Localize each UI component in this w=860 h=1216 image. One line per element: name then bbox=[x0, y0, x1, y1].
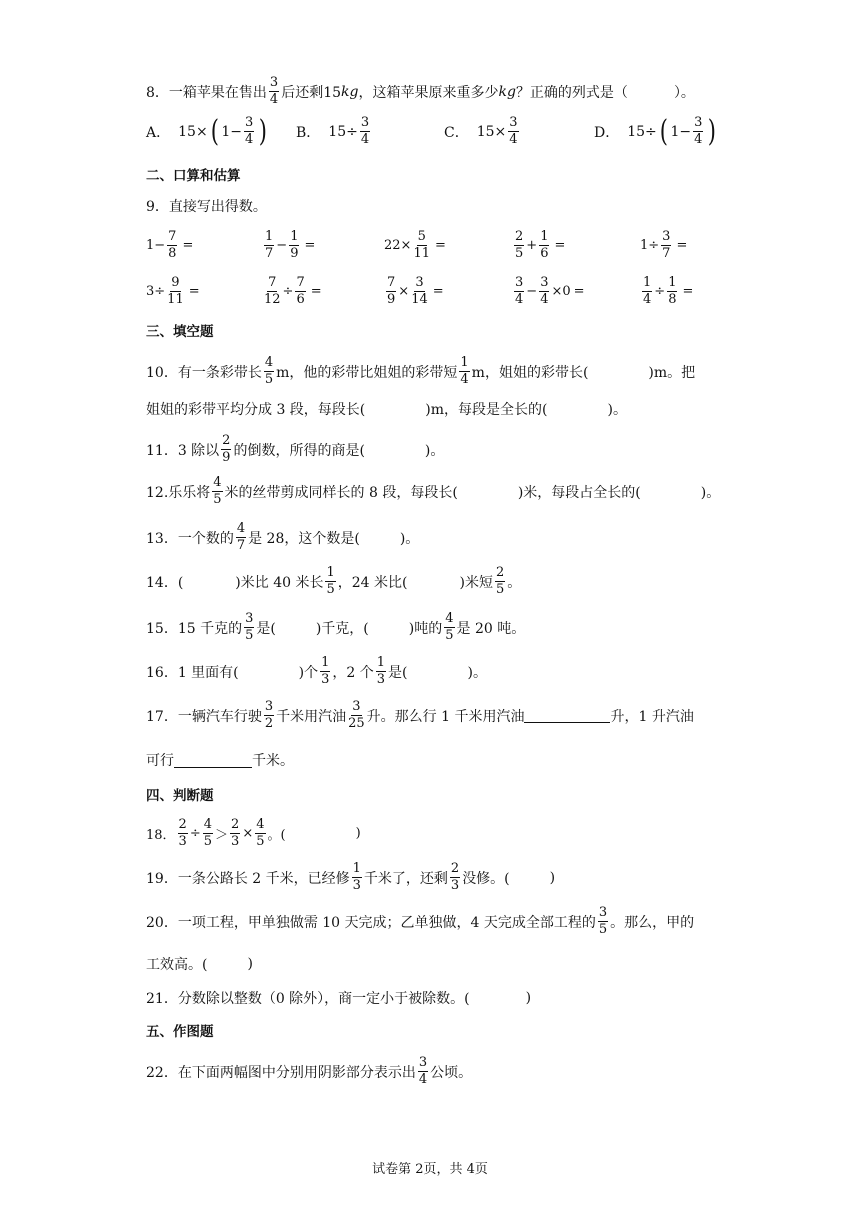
question-8: 8． 一箱苹果在售出 $\frac{3}{4}$ 后还剩15 kg ，这箱苹果原来重多少 kg ？正确的列式是（ ）。 bbox=[146, 75, 695, 107]
question-14: 14．( )米比 40 米长 $\frac{1}{5}$ ，24 米比( )米短 $\frac{2}{5}$ 。 bbox=[146, 565, 522, 597]
fraction: $\frac{7}{9}$ bbox=[387, 275, 396, 307]
fraction: $\frac{7}{8}$ bbox=[168, 229, 177, 261]
fraction: $\frac{2}{5}$ bbox=[515, 229, 524, 261]
fraction: $\frac{1}{6}$ bbox=[540, 229, 549, 261]
arithmetic-item: 3÷ $\frac{9}{11}$ = bbox=[146, 275, 200, 307]
arithmetic-item: $\frac{1}{4}$ ÷ $\frac{1}{8}$ = bbox=[643, 275, 694, 307]
option-a: A． 15× ( 1− $\frac{3}{4}$ ) bbox=[146, 113, 268, 149]
arithmetic-item: $\frac{7}{12}$ ÷ $\frac{7}{6}$ = bbox=[264, 275, 322, 307]
section-heading: 五、作图题 bbox=[146, 1024, 214, 1040]
question-13: 13．一个数的 $\frac{4}{7}$ 是 28，这个数是( )。 bbox=[146, 521, 420, 553]
section-heading: 二、口算和估算 bbox=[146, 168, 241, 184]
question-19: 19．一条公路长 2 千米，已经修 $\frac{1}{3}$ 千米了，还剩 $\frac{2}{3}$ 没修。( ) bbox=[146, 861, 556, 893]
section-heading: 四、判断题 bbox=[146, 788, 214, 804]
fraction: $\frac{3}{7}$ bbox=[662, 229, 671, 261]
arithmetic-item: $\frac{2}{5}$ + $\frac{1}{6}$ = bbox=[515, 229, 566, 261]
question-11: 11．3 除以 $\frac{2}{9}$ 的倒数，所得的商是( )。 bbox=[146, 433, 445, 465]
question-15: 15．15 千克的 $\frac{3}{5}$ 是( )千克，( )吨的 $\frac{4}{5}$ 是 20 吨。 bbox=[146, 611, 526, 643]
fraction: $\frac{9}{11}$ bbox=[167, 275, 184, 307]
arithmetic-item: 22× $\frac{5}{11}$ = bbox=[384, 229, 446, 261]
question-12: 12.乐乐将 $\frac{4}{5}$ 米的丝带剪成同样长的 8 段，每段长( )米，每段占全长的( )。 bbox=[146, 475, 721, 507]
fraction: $\frac{5}{11}$ bbox=[413, 229, 430, 261]
fraction: $\frac{1}{8}$ bbox=[668, 275, 677, 307]
fraction: $\frac{1}{7}$ bbox=[265, 229, 274, 261]
question-17: 17．一辆汽车行驶 $\frac{3}{2}$ 千米用汽油 $\frac{3}{25}$ 升。那么行 1 千米用汽油 升，1 升汽油 bbox=[146, 699, 694, 731]
answer-blank bbox=[524, 708, 610, 723]
question-18: 18． $\frac{2}{3}$ ÷ $\frac{4}{5}$ ＞ $\frac{2}{3}$ × $\frac{4}{5}$ 。( ) bbox=[146, 817, 361, 849]
answer-blank bbox=[174, 753, 252, 768]
arithmetic-item: 1÷ $\frac{3}{7}$ = bbox=[640, 229, 688, 261]
fraction: $\frac{3}{4}$ bbox=[540, 275, 549, 307]
section-heading: 三、填空题 bbox=[146, 324, 214, 340]
question-16: 16．1 里面有( )个 $\frac{1}{3}$ ，2 个 $\frac{1}{3}$ 是( )。 bbox=[146, 655, 487, 687]
arithmetic-item: $\frac{3}{4}$ − $\frac{3}{4}$ ×0 = bbox=[515, 275, 585, 307]
fraction: $\frac{1}{9}$ bbox=[290, 229, 299, 261]
arithmetic-item: $\frac{1}{7}$ − $\frac{1}{9}$ = bbox=[265, 229, 316, 261]
question-10-line2: 姐姐的彩带平均分成 3 段，每段长( )m，每段是全长的( )。 bbox=[146, 402, 627, 418]
question-20: 20．一项工程，甲单独做需 10 天完成；乙单独做，4 天完成全部工程的 $\frac{3}{5}$ 。那么，甲的 bbox=[146, 905, 695, 937]
question-21: 21．分数除以整数（0 除外），商一定小于被除数。( ) bbox=[146, 990, 532, 1007]
fraction: $\frac{3}{4}$ bbox=[269, 75, 279, 107]
fraction: $\frac{3}{14}$ bbox=[411, 275, 428, 307]
fraction: $\frac{3}{4}$ bbox=[515, 275, 524, 307]
arithmetic-item: 1− $\frac{7}{8}$ = bbox=[146, 229, 194, 261]
option-d: D． 15÷ ( 1− $\frac{3}{4}$ ) bbox=[594, 113, 717, 149]
option-c: C． 15× $\frac{3}{4}$ bbox=[444, 115, 518, 147]
fraction: $\frac{7}{12}$ bbox=[264, 275, 281, 307]
fraction: $\frac{1}{4}$ bbox=[643, 275, 652, 307]
question-10: 10．有一条彩带长 $\frac{4}{5}$ m，他的彩带比姐姐的彩带短 $\frac{1}{4}$ m，姐姐的彩带长( )m。把 bbox=[146, 355, 696, 387]
question-22: 22．在下面两幅图中分别用阴影部分表示出 $\frac{3}{4}$ 公顷。 bbox=[146, 1055, 473, 1087]
fraction: $\frac{7}{6}$ bbox=[296, 275, 305, 307]
question-20-line2: 工效高。( ) bbox=[146, 956, 253, 973]
arithmetic-item: $\frac{7}{9}$ × $\frac{3}{14}$ = bbox=[387, 275, 444, 307]
option-b: B． 15÷ $\frac{3}{4}$ bbox=[296, 115, 370, 147]
question-9-title: 9．直接写出得数。 bbox=[146, 199, 267, 215]
page-footer: 试卷第 2页，共 4页 bbox=[372, 1162, 488, 1177]
question-17-line2: 可行 千米。 bbox=[146, 753, 294, 769]
